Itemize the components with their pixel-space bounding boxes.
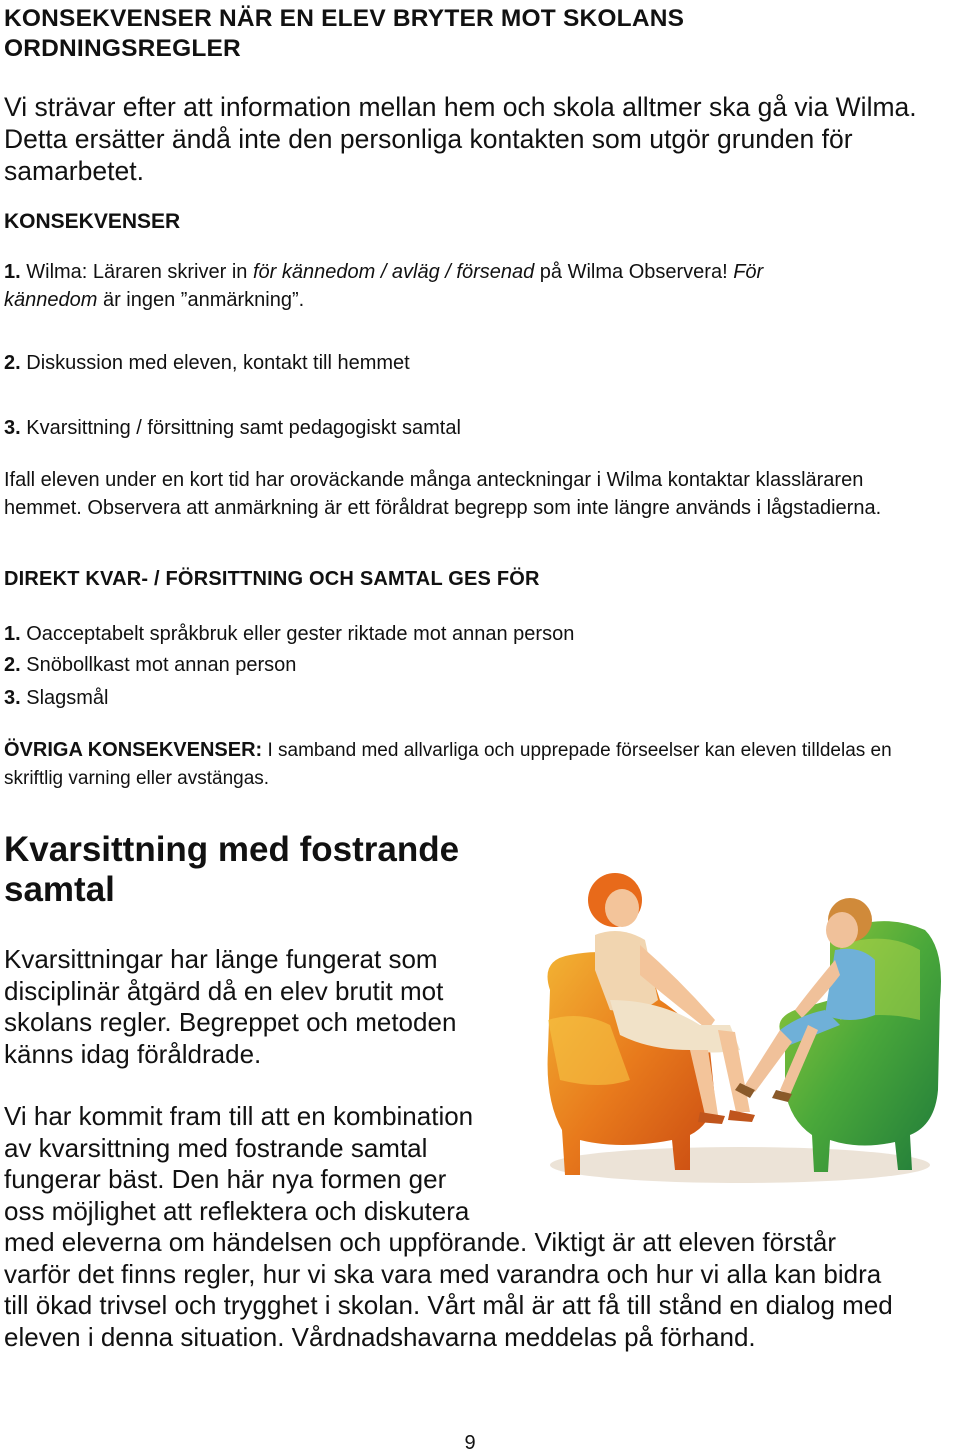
- item-text: är ingen ”anmärkning”.: [97, 289, 305, 311]
- ovriga-text: I samband med allvarliga och upprepade förseelser kan eleven tilldelas en skriftlig varning eller avstängas.: [4, 740, 892, 789]
- item-number: 1.: [4, 623, 21, 645]
- body-line: disciplinär åtgärd då en elev brutit mot: [4, 976, 444, 1006]
- item-italic-text: kännedom: [4, 289, 98, 311]
- body-line: oss möjlighet att reflektera och diskutera: [4, 1196, 470, 1226]
- section1-paragraph: Ifall eleven under en kort tid har oroväckande många anteckningar i Wilma kontaktar klassläraren hemmet. Observera att anmärkning är ett föråldrat begrepp som inte längre används i lågstadierna.: [4, 469, 882, 519]
- page-heading: KONSEKVENSER NÄR EN ELEV BRYTER MOT SKOLANS ORDNINGSREGLER: [4, 5, 685, 62]
- body-line: Vi har kommit fram till att en kombination: [4, 1101, 474, 1131]
- item-italic-text: för kännedom / avläg / försenad: [252, 261, 535, 283]
- list-item: [4, 414, 904, 442]
- body-line: till ökad trivsel och trygghet i skolan. Vårt mål är att få till stånd en dialog med: [4, 1290, 893, 1320]
- floor-shadow: [550, 1147, 930, 1183]
- body-line: med eleverna om händelsen och uppförande. Viktigt är att eleven förstår: [4, 1227, 837, 1257]
- item-number: 3.: [4, 417, 21, 439]
- item-italic-text: För: [733, 261, 764, 283]
- item-number: 3.: [4, 687, 21, 709]
- item-text: Oacceptabelt språkbruk eller gester riktade mot annan person: [20, 623, 575, 645]
- list-item: [4, 651, 904, 679]
- list-item: [4, 684, 904, 712]
- body-line: fungerar bäst. Den här nya formen ger: [4, 1164, 447, 1194]
- body-line: skolans regler. Begreppet och metoden: [4, 1007, 457, 1037]
- ovriga-label: ÖVRIGA KONSEKVENSER:: [4, 739, 263, 761]
- item-number: 1.: [4, 261, 21, 283]
- body-line: Kvarsittningar har länge fungerat som: [4, 944, 438, 974]
- item-text: Diskussion med eleven, kontakt till hemmet: [20, 352, 410, 374]
- item-number: 2.: [4, 654, 21, 676]
- item-text: Snöbollkast mot annan person: [20, 654, 297, 676]
- item-text: på Wilma Observera!: [534, 261, 734, 283]
- body-line: känns idag föråldrade.: [4, 1039, 262, 1069]
- item-text: Kvarsittning / försittning samt pedagogiskt samtal: [20, 417, 461, 439]
- illustration-conversation: [540, 850, 950, 1195]
- item-text: Wilma: Läraren skriver in: [20, 261, 253, 283]
- section-title-konsekvenser: KONSEKVENSER: [4, 210, 181, 233]
- body-line: varför det finns regler, hur vi ska vara med varandra och hur vi alla kan bidra: [4, 1259, 882, 1289]
- item-text: Slagsmål: [20, 687, 109, 709]
- list-item: [4, 349, 904, 377]
- intro-paragraph: Vi strävar efter att information mellan hem och skola alltmer ska gå via Wilma. Detta ersätter ändå inte den personliga kontakten som utgör grunden för samarbetet.: [4, 92, 917, 186]
- ovriga-konsekvenser: [4, 736, 914, 793]
- section-title-kvarsittning: Kvarsittning med fostrande samtal: [4, 830, 460, 909]
- body-line: eleven i denna situation. Vårdnadshavarna meddelas på förhand.: [4, 1322, 756, 1352]
- body-line: av kvarsittning med fostrande samtal: [4, 1133, 428, 1163]
- list-item: [4, 258, 904, 314]
- list-item: [4, 620, 904, 648]
- item-number: 2.: [4, 352, 21, 374]
- section-title-direkt: DIREKT KVAR- / FÖRSITTNING OCH SAMTAL GES FÖR: [4, 568, 540, 590]
- page-number: 9: [464, 1432, 476, 1454]
